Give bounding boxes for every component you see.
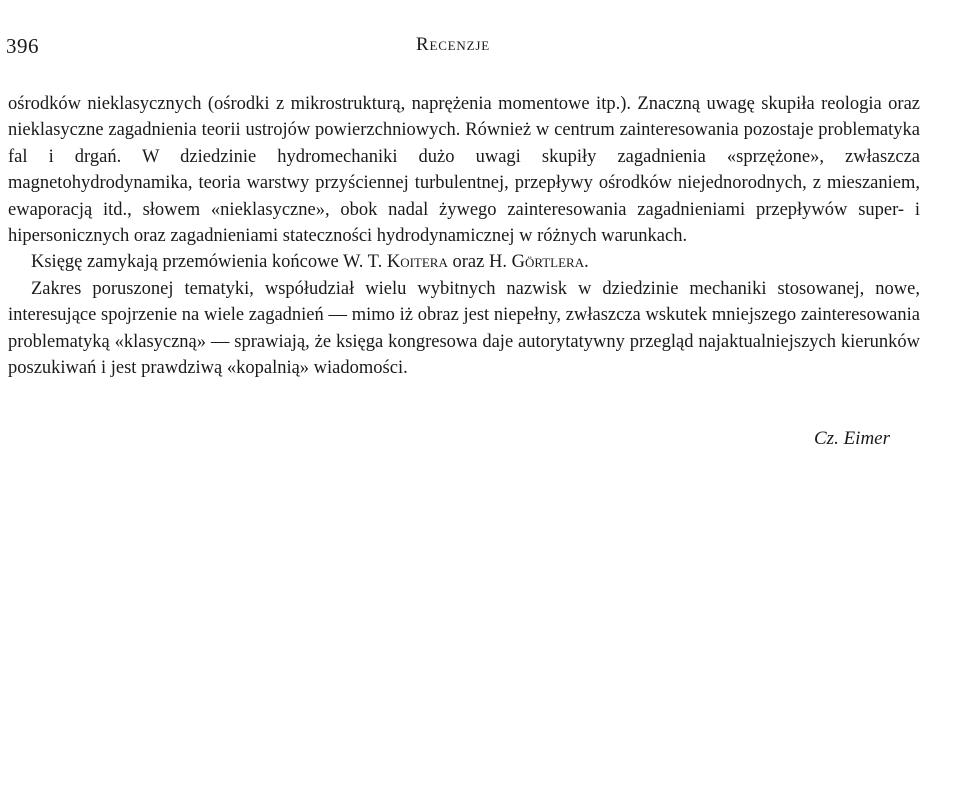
- paragraph-summary: Zakres poruszonej tematyki, współudział wielu wybitnych nazwisk w dziedzinie mechaniki stosowanej, nowe, interesujące spojrzenie na wiele zagadnień — mimo iż obraz jest niepełny, zwłaszcza wskutek mniejszego zainteresowania problematyką «klasyczną» — sprawiają, że księga kongresowa daje autorytatywny przegląd najaktualniejszych kierunków poszukiwań i jest prawdziwą «kopalnią» wiadomości.: [8, 278, 920, 379]
- review-body: [8, 91, 920, 381]
- reviewer-signature: Cz. Eimer: [814, 428, 890, 449]
- page-number: 396: [6, 34, 39, 58]
- paragraph-text: Księgę zamykają przemówienia końcowe W. T.: [31, 252, 387, 273]
- paragraph-text: .: [584, 252, 589, 273]
- paragraph-continuation: ośrodków nieklasycznych (ośrodki z mikrostrukturą, naprężenia momentowe itp.). Znaczną uwagę skupiła reologia oraz nieklasyczne zagadnienia teorii ustrojów powierzchniowych. Również w centrum zainteresowania pozostaje problematyka fal i drgań. W dziedzinie hydromechaniki dużo uwagi skupiły zagadnienia «sprzężone», zwłaszcza magnetohydrodynamika, teoria warstwy przyściennej turbulentnej, przepływy ośrodków niejednorodnych, z mieszaniem, ewaporacją itd., słowem «nieklasyczne», obok nadal żywego zainteresowania zagadnieniami przepływów super- i hipersonicznych oraz zagadnieniami stateczności hydrodynamicznej w różnych warunkach.: [8, 94, 920, 247]
- running-head: [6, 34, 920, 60]
- author-name-koiter: Koitera: [386, 252, 448, 273]
- author-name-gortler: Görtlera: [511, 252, 585, 273]
- paragraph-closing-speeches: [8, 249, 920, 275]
- running-title: Recenzje: [416, 34, 490, 55]
- paragraph-text: oraz H.: [447, 252, 512, 273]
